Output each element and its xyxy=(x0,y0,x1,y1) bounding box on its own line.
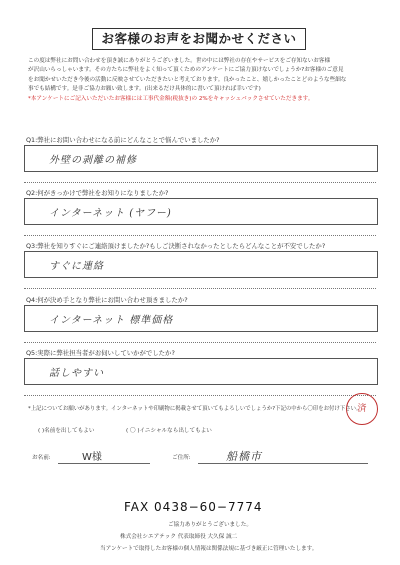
company-info: 株式会社シエアテック 代表取締役 大久保 誠二 xyxy=(120,534,238,540)
survey-title: お客様のお声をお聞かせください xyxy=(92,28,306,50)
consent-option-name[interactable]: ( )名前を出してもよい xyxy=(38,428,95,434)
question-5-answer: 話しやすい xyxy=(49,368,104,379)
consent-option-initials[interactable]: ( 〇 )イニシャルなら出してもよい xyxy=(126,428,212,434)
divider xyxy=(24,288,376,289)
thanks-text: ご協力ありがとうございました。 xyxy=(168,522,252,528)
consent-note: *上記についてお願いがあります。インターネットや印刷物に掲載させて頂いてもよろしいでしょうか?下記の中から〇印をお付け下さい。 xyxy=(28,406,362,412)
address-value[interactable]: 船橋市 xyxy=(226,450,262,463)
question-3-answer-box[interactable] xyxy=(24,251,378,278)
question-1-answer: 外壁の剥離の補修 xyxy=(49,155,137,166)
intro-text xyxy=(28,57,378,104)
intro-line-1: この度は弊社にお問い合わせを頂き誠にありがとうございました。世の中には弊社の存在やサービスをご存知ないお客様 xyxy=(28,58,331,64)
question-2-answer: インターネット (ヤフー) xyxy=(49,208,172,219)
address-label: ご住所: xyxy=(172,455,191,461)
divider xyxy=(24,182,376,183)
divider xyxy=(24,395,376,396)
question-3-answer: すぐに連絡 xyxy=(49,261,104,272)
question-5-label: Q5:実際に弊社担当者がお伺いしていかがでしたか? xyxy=(26,349,175,357)
fax-number: FAX 0438−60−7774 xyxy=(124,500,263,514)
question-1-answer-box[interactable] xyxy=(24,145,378,172)
question-1-label: Q1:弊社にお問い合わせになる前にどんなことで悩んでいましたか? xyxy=(26,136,220,144)
address-underline xyxy=(198,463,368,464)
question-4-label: Q4:何が決め手となり弊社にお問い合わせ頂きましたか? xyxy=(26,296,188,304)
question-2-label: Q2:何がきっかけで弊社をお知りになりましたか? xyxy=(26,189,169,197)
privacy-note: 当アンケートで取得したお客様の個人情報は関係法規に基づき厳正に管理いたします。 xyxy=(100,546,318,552)
question-2-answer-box[interactable] xyxy=(24,198,378,225)
question-4-answer: インターネット 標準価格 xyxy=(49,315,174,326)
cashback-note: *本アンケートにご記入いただいたお客様には工事代金額(税抜き)の 2%をキャッシュバックさせていただきます。 xyxy=(28,95,314,102)
intro-line-3: をお聞かせいただき今後の活動に反映させていただきたいと考えております。良かったこと、嬉しかったことどのような些細な xyxy=(28,76,347,83)
intro-line-2: が沢山いらっしゃいます。その方たちに弊社をよく知って頂くためのアンケートにご協力頂けないでしょうか?お客様のご意見 xyxy=(28,67,344,74)
question-5-answer-box[interactable] xyxy=(24,358,378,385)
question-4-answer-box[interactable] xyxy=(24,305,378,332)
question-3-label: Q3:弊社を知りすぐにご連絡頂けましたか?もしご決断されなかったとしたらどんなことが不安でしたか? xyxy=(26,242,326,250)
divider xyxy=(24,342,376,343)
name-underline xyxy=(58,463,150,464)
intro-line-4: 事でも結構です。是非ご協力お願い致します。(出来るだけ具体的に書いて頂ければ幸いです) xyxy=(28,86,261,93)
stamp-seal: 済 xyxy=(346,393,378,425)
divider xyxy=(24,235,376,236)
name-label: お名前: xyxy=(32,455,51,461)
name-value[interactable]: W様 xyxy=(82,452,102,463)
